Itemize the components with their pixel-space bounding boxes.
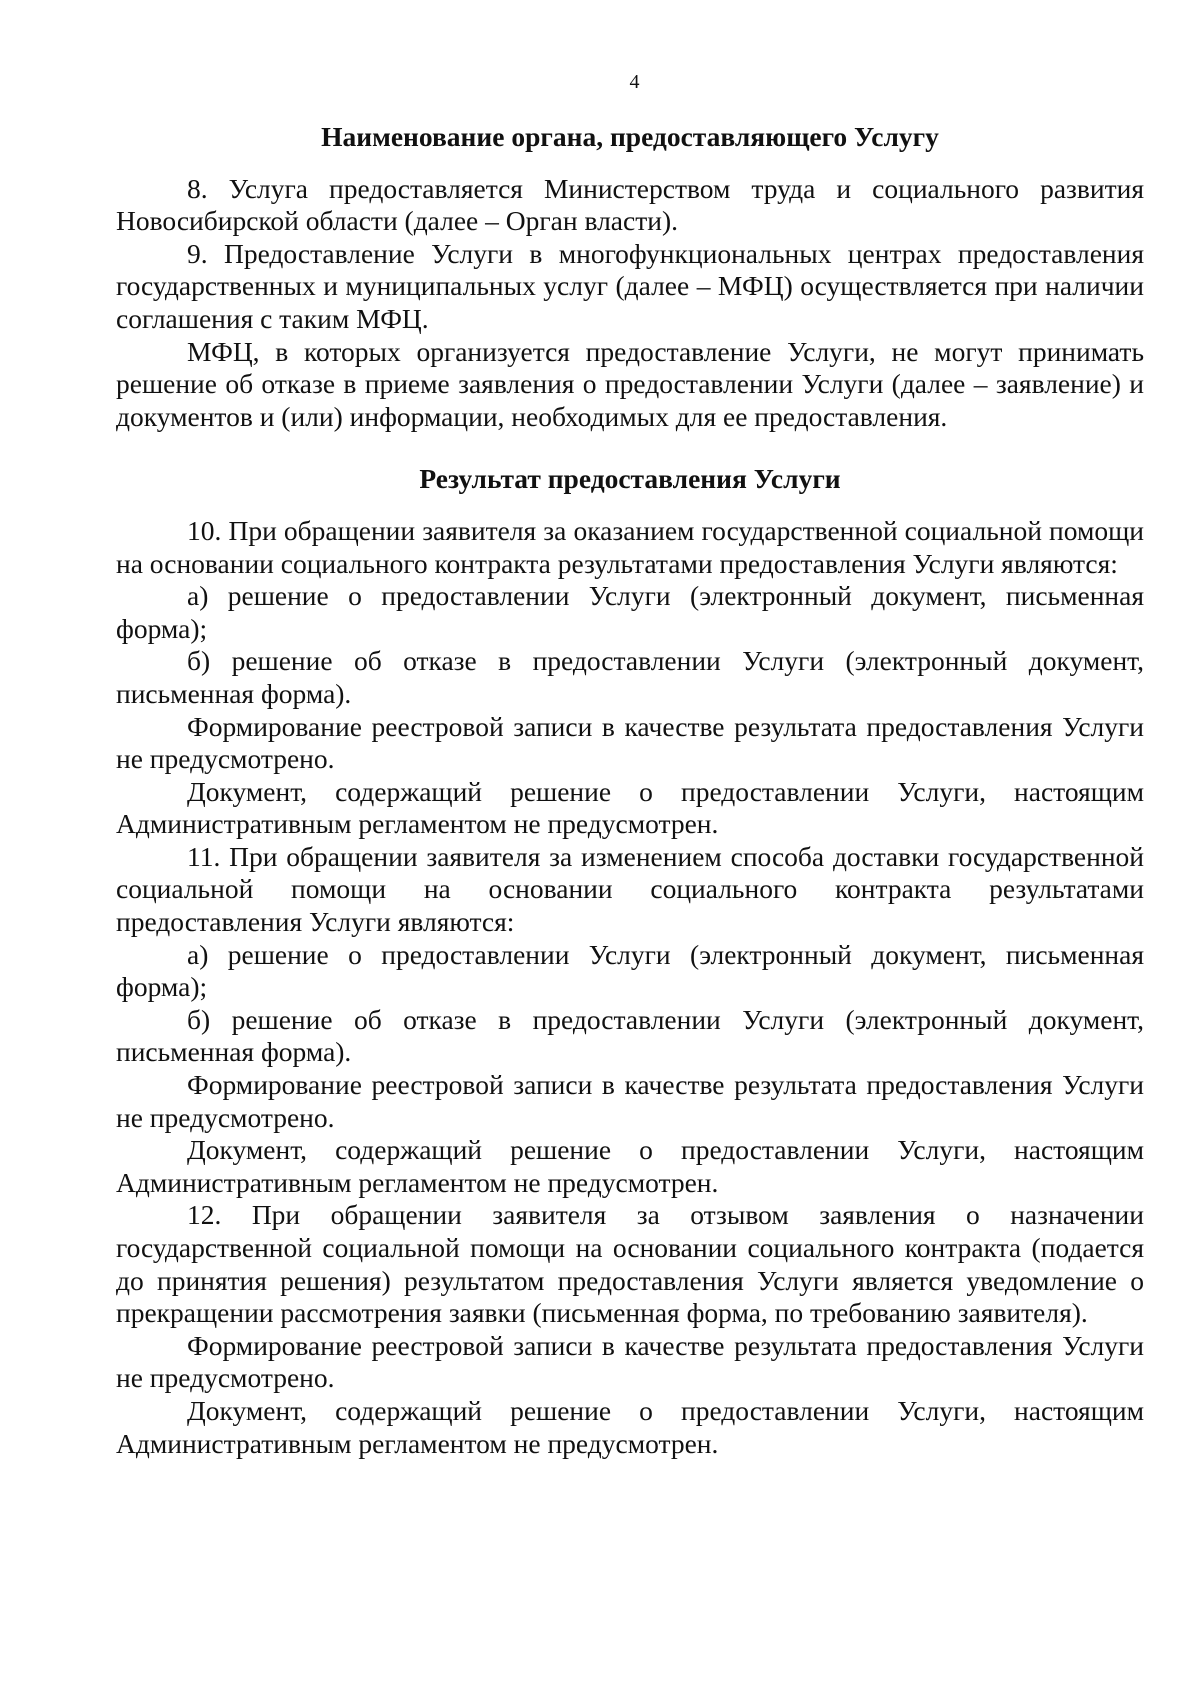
paragraph-11-b: б) решение об отказе в предоставлении Услуги (электронный документ, письменная форма). [116, 1003, 1144, 1068]
paragraph-mfc: МФЦ, в которых организуется предоставление Услуги, не могут принимать решение об отказе в приеме заявления о предоставлении Услуги (далее – заявление) и документов и (или) информации, необходимых для ее предоставления. [116, 335, 1144, 432]
paragraph-11: 11. При обращении заявителя за изменением способа доставки государственной социальной помощи на основании социального контракта результатами предоставления Услуги являются: [116, 840, 1144, 938]
paragraph-11-a: а) решение о предоставлении Услуги (электронный документ, письменная форма); [116, 938, 1144, 1003]
paragraph-8: 8. Услуга предоставляется Министерством труда и социального развития Новосибирской области (далее – Орган власти). [116, 172, 1144, 237]
paragraph-10-b: б) решение об отказе в предоставлении Услуги (электронный документ, письменная форма). [116, 645, 1144, 709]
paragraph-12-registry: Формирование реестровой записи в качестве результата предоставления Услуги не предусмотрено. [116, 1329, 1144, 1394]
section-heading-authority: Наименование органа, предоставляющего Услугу [321, 121, 939, 152]
page-number: 4 [629, 71, 640, 93]
paragraph-9: 9. Предоставление Услуги в многофункциональных центрах предоставления государственных и муниципальных услуг (далее – МФЦ) осуществляется при наличии соглашения с таким МФЦ. [116, 237, 1144, 334]
paragraph-12-document: Документ, содержащий решение о предоставлении Услуги, настоящим Административным регламентом не предусмотрен. [116, 1394, 1144, 1459]
paragraph-11-registry: Формирование реестровой записи в качестве результата предоставления Услуги не предусмотрено. [116, 1069, 1144, 1133]
document-body [116, 121, 1144, 1460]
paragraph-10-a: а) решение о предоставлении Услуги (электронный документ, письменная форма); [116, 580, 1144, 644]
paragraph-10-registry: Формирование реестровой записи в качестве результата предоставления Услуги не предусмотрено. [116, 710, 1144, 775]
paragraph-11-document: Документ, содержащий решение о предоставлении Услуги, настоящим Административным регламентом не предусмотрен. [116, 1134, 1144, 1198]
paragraph-12: 12. При обращении заявителя за отзывом заявления о назначении государственной социальной помощи на основании социального контракта (подается до принятия решения) результатом предоставления Услуги является уведомление о прекращении рассмотрения заявки (письменная форма, по требованию заявителя). [116, 1199, 1144, 1329]
paragraph-10-document: Документ, содержащий решение о предоставлении Услуги, настоящим Административным регламентом не предусмотрен. [116, 775, 1144, 840]
paragraph-10: 10. При обращении заявителя за оказанием государственной социальной помощи на основании социального контракта результатами предоставления Услуги являются: [116, 514, 1144, 579]
section-heading-result: Результат предоставления Услуги [419, 463, 841, 495]
